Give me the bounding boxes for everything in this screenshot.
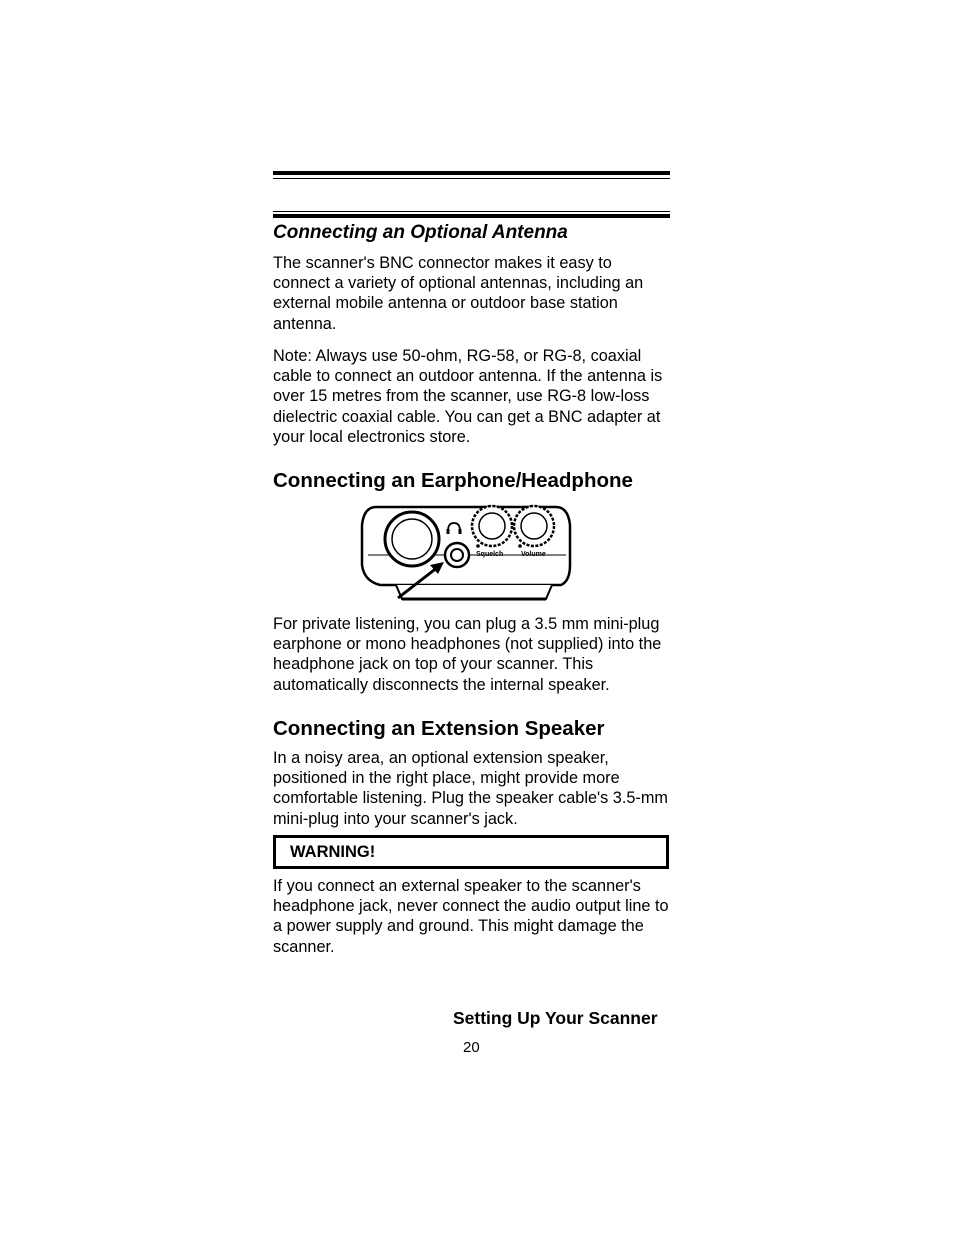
- earphone-heading: Connecting an Earphone/Headphone: [273, 469, 633, 492]
- scanner-top-illustration: [356, 495, 574, 607]
- speaker-heading: Connecting an Extension Speaker: [273, 717, 605, 740]
- warning-box: [273, 835, 669, 869]
- footer-section-title: Setting Up Your Scanner: [453, 1008, 658, 1028]
- antenna-heading: Connecting an Optional Antenna: [273, 222, 568, 243]
- volume-label: Volume: [521, 551, 546, 558]
- page-number: 20: [463, 1039, 480, 1056]
- warning-paragraph: If you connect an external speaker to the scanner's headphone jack, never connect the audio output line to a power supply and ground. This might damage the scanner.: [273, 877, 669, 956]
- antenna-note: Note: Always use 50-ohm, RG-58, or RG-8, coaxial cable to connect an outdoor antenna. If the antenna is over 15 metres from the scanner, use RG-8 low-loss dielectric coaxial cable. You can get a BNC adapter at your local electronics store.: [273, 347, 663, 446]
- antenna-paragraph: The scanner's BNC connector makes it easy to connect a variety of optional antennas, including an external mobile antenna or outdoor base station antenna.: [273, 254, 644, 333]
- section-rule-thick: [273, 214, 670, 218]
- squelch-label: Squelch: [476, 551, 504, 558]
- header-rule-thick: [273, 171, 670, 175]
- speaker-paragraph: In a noisy area, an optional extension speaker, positioned in the right place, might provide more comfortable listening. Plug the speaker cable's 3.5-mm mini-plug into your scanner's jack.: [273, 749, 668, 828]
- header-rule-thin: [273, 178, 670, 179]
- earphone-paragraph: For private listening, you can plug a 3.5 mm mini-plug earphone or mono headphones (not supplied) into the headphone jack on top of your scanner. This automatically disconnects the internal speaker.: [273, 615, 662, 694]
- section-rule-thin: [273, 211, 670, 212]
- warning-label: WARNING!: [290, 843, 376, 861]
